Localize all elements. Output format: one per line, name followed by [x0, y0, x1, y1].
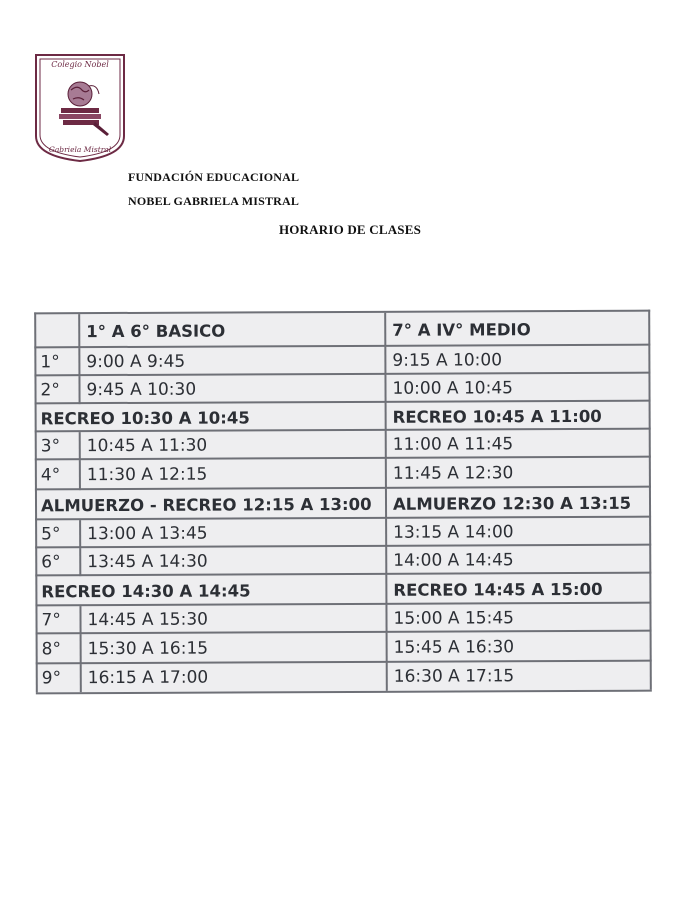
period-row — [36, 660, 652, 695]
period-number: 5° — [41, 524, 61, 545]
school-crest-icon — [33, 52, 127, 164]
period-number: 3° — [40, 436, 61, 457]
page-title: HORARIO DE CLASES — [278, 222, 422, 237]
period-number: 4° — [40, 465, 61, 486]
basico-break-cell: RECREO 10:30 A 10:45 — [40, 407, 250, 428]
period-number: 8° — [41, 639, 62, 660]
medio-time-cell: 16:30 A 17:15 — [386, 662, 652, 691]
logo-top-text: Colegio Nobel — [51, 60, 109, 69]
foundation-name-line2: NOBEL GABRIELA MISTRAL — [128, 194, 300, 208]
basico-time-cell: 13:45 A 14:30 — [79, 547, 385, 576]
medio-time-cell: 11:00 A 11:45 — [385, 430, 651, 459]
basico-time-cell: 15:30 A 16:15 — [80, 633, 386, 664]
medio-break-cell: RECREO 10:45 A 11:00 — [385, 402, 651, 431]
basico-time-cell: 14:45 A 15:30 — [79, 605, 385, 634]
basico-time-cell: 10:45 A 11:30 — [79, 431, 385, 460]
medio-time-cell: 13:15 A 14:00 — [385, 518, 651, 547]
logo-bottom-text: Gabriela Mistral — [48, 145, 112, 154]
period-number: 2° — [40, 380, 60, 401]
school-logo — [33, 52, 127, 164]
medio-time-cell: 9:15 A 10:00 — [384, 346, 650, 375]
basico-time-cell: 11:30 A 12:15 — [79, 459, 385, 490]
medio-time-cell: 15:00 A 15:45 — [385, 604, 651, 633]
col-basico-header: 1° A 6° BASICO — [78, 313, 384, 348]
medio-break-cell: ALMUERZO 12:30 A 13:15 — [385, 488, 651, 519]
period-number: 6° — [41, 552, 61, 573]
basico-time-cell: 9:45 A 10:30 — [78, 375, 384, 404]
basico-time-cell: 16:15 A 17:00 — [80, 663, 386, 692]
basico-break-cell: RECREO 14:30 A 14:45 — [41, 580, 251, 601]
medio-time-cell: 10:00 A 10:45 — [384, 374, 650, 403]
period-number: 9° — [41, 668, 62, 689]
header-corner-cell — [34, 314, 78, 348]
basico-time-cell: 9:00 A 9:45 — [78, 347, 384, 376]
basico-break-cell: ALMUERZO - RECREO 12:15 A 13:00 — [40, 494, 372, 515]
period-number: 1° — [40, 352, 60, 373]
schedule-header-row — [34, 310, 650, 349]
basico-time-cell: 13:00 A 13:45 — [79, 519, 385, 548]
col-medio-header: 7° A IV° MEDIO — [384, 312, 650, 347]
period-number: 7° — [41, 610, 61, 631]
medio-time-cell: 11:45 A 12:30 — [385, 458, 651, 489]
medio-break-cell: RECREO 14:45 A 15:00 — [385, 574, 651, 605]
foundation-name-line1: FUNDACIÓN EDUCACIONAL — [128, 170, 300, 184]
medio-time-cell: 14:00 A 14:45 — [385, 546, 651, 575]
medio-time-cell: 15:45 A 16:30 — [386, 632, 652, 663]
class-schedule-table — [34, 310, 652, 693]
